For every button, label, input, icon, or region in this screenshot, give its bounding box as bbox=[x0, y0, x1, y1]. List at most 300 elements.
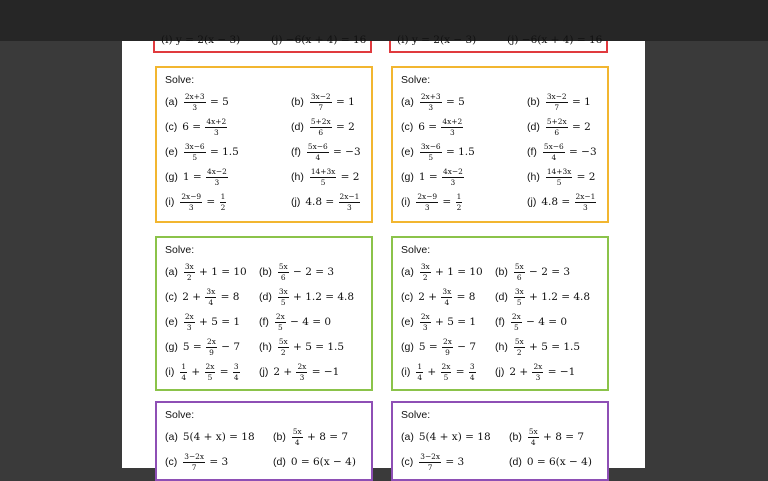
exercise-item bbox=[165, 90, 229, 114]
item-label: (g) bbox=[401, 341, 414, 353]
exercise-item bbox=[259, 285, 354, 309]
equation-text: = 1.5 bbox=[206, 146, 239, 158]
exercise-item bbox=[165, 450, 228, 474]
equation-text: 0 = 6(x − 4) bbox=[526, 456, 592, 468]
item-label: (g) bbox=[165, 171, 178, 183]
numerator: 3x bbox=[420, 262, 430, 272]
exercise-item bbox=[527, 190, 597, 214]
denominator: 9 bbox=[209, 347, 214, 357]
denominator: 3 bbox=[188, 202, 194, 212]
fraction bbox=[441, 288, 452, 306]
exercise-item bbox=[165, 190, 227, 214]
denominator: 3 bbox=[186, 322, 192, 332]
item-label: (e) bbox=[401, 316, 414, 328]
numerator: 2x bbox=[533, 362, 543, 372]
exercise-item bbox=[165, 425, 255, 449]
exercise-item bbox=[165, 165, 229, 189]
denominator: 2 bbox=[186, 272, 192, 282]
fraction bbox=[514, 263, 525, 281]
item-label: (a) bbox=[401, 96, 414, 108]
denominator: 2 bbox=[280, 347, 286, 357]
exercise-item bbox=[401, 310, 476, 334]
numerator: 4x−2 bbox=[207, 167, 227, 177]
fraction bbox=[205, 118, 227, 136]
numerator: 5x bbox=[514, 337, 524, 347]
denominator: 3 bbox=[535, 372, 541, 382]
equation-text: 5 = bbox=[418, 341, 441, 353]
exercise-item bbox=[165, 335, 240, 359]
denominator: 2 bbox=[422, 272, 428, 282]
exercise-item bbox=[165, 140, 239, 164]
numerator: 3−2x bbox=[184, 452, 205, 462]
equation-text: = 5 bbox=[206, 96, 229, 108]
item-label: (c) bbox=[401, 291, 414, 303]
fraction bbox=[514, 288, 525, 306]
item-label: (h) bbox=[527, 171, 540, 183]
denominator: 3 bbox=[213, 127, 219, 137]
denominator: 4 bbox=[181, 372, 187, 382]
denominator: 5 bbox=[443, 372, 449, 382]
numerator: 2x−9 bbox=[417, 192, 438, 202]
numerator: 5x−6 bbox=[543, 142, 564, 152]
denominator: 3 bbox=[449, 127, 455, 137]
exercise-item bbox=[291, 115, 355, 139]
equation-text: 1 = bbox=[182, 171, 205, 183]
equation-text: + 1.2 = 4.8 bbox=[525, 291, 591, 303]
equation-text: 6 = bbox=[182, 121, 205, 133]
exercise-item bbox=[165, 310, 240, 334]
item-label: (c) bbox=[165, 121, 178, 133]
numerator: 3x−2 bbox=[310, 92, 331, 102]
card-title: Solve: bbox=[401, 74, 431, 86]
denominator: 3 bbox=[214, 177, 220, 187]
equation-text: = −3 bbox=[565, 146, 597, 158]
fraction bbox=[184, 93, 206, 111]
fraction bbox=[575, 193, 597, 211]
numerator: 5x bbox=[514, 262, 524, 272]
fraction bbox=[546, 118, 568, 136]
exercise-item bbox=[165, 285, 239, 309]
exercise-item bbox=[165, 260, 247, 284]
item-label: (j) bbox=[495, 366, 505, 378]
item-label: (b) bbox=[273, 431, 286, 443]
red-card-left-remnant bbox=[153, 34, 372, 53]
equation-text: + bbox=[424, 366, 440, 378]
fraction bbox=[420, 93, 442, 111]
numerator: 3−2x bbox=[420, 452, 441, 462]
denominator: 5 bbox=[320, 177, 326, 187]
fraction bbox=[420, 263, 431, 281]
fraction bbox=[532, 363, 543, 381]
numerator: 3x−6 bbox=[420, 142, 441, 152]
fraction bbox=[275, 313, 286, 331]
exercise-item bbox=[259, 260, 334, 284]
equation-text: − 2 = 3 bbox=[525, 266, 571, 278]
denominator: 5 bbox=[428, 152, 434, 162]
equation-text: = −3 bbox=[329, 146, 361, 158]
item-label: (f) bbox=[259, 316, 269, 328]
fraction bbox=[310, 93, 332, 111]
fraction bbox=[310, 118, 332, 136]
equation-text: = bbox=[216, 366, 232, 378]
equation-text: 5 = bbox=[182, 341, 205, 353]
exercise-item bbox=[401, 335, 476, 359]
denominator: 4 bbox=[208, 297, 214, 307]
equation-text: = 1 bbox=[332, 96, 355, 108]
numerator: 2x bbox=[441, 362, 451, 372]
item-label: (b) bbox=[291, 96, 304, 108]
denominator: 9 bbox=[445, 347, 450, 357]
item-label: (d) bbox=[291, 121, 304, 133]
exercise-item bbox=[259, 310, 331, 334]
numerator: 2x+3 bbox=[420, 92, 441, 102]
exercise-item bbox=[401, 425, 491, 449]
fraction bbox=[180, 363, 187, 381]
denominator: 5 bbox=[192, 152, 198, 162]
exercise-item bbox=[259, 335, 344, 359]
exercise-item bbox=[495, 335, 580, 359]
fraction bbox=[511, 313, 522, 331]
exercise-item bbox=[495, 360, 575, 384]
item-label: (c) bbox=[165, 456, 178, 468]
numerator: 3x bbox=[514, 287, 524, 297]
numerator: 2x−1 bbox=[339, 192, 360, 202]
red-right-item-j: (j) −6(x + 4) = 16 bbox=[507, 34, 603, 46]
equation-text: 5(4 + x) = 18 bbox=[418, 431, 491, 443]
numerator: 1 bbox=[220, 192, 226, 202]
denominator: 5 bbox=[280, 297, 286, 307]
denominator: 6 bbox=[280, 272, 286, 282]
equation-text: + 5 = 1 bbox=[431, 316, 477, 328]
fraction bbox=[220, 193, 227, 211]
item-label: (j) bbox=[259, 366, 269, 378]
item-label: (h) bbox=[259, 341, 272, 353]
fraction bbox=[456, 193, 463, 211]
denominator: 7 bbox=[554, 102, 560, 112]
numerator: 3x bbox=[206, 287, 216, 297]
equation-text: − 7 bbox=[453, 341, 477, 353]
numerator: 2x bbox=[511, 312, 521, 322]
exercise-item bbox=[401, 285, 475, 309]
fraction bbox=[441, 118, 463, 136]
equation-text: + 5 = 1.5 bbox=[525, 341, 581, 353]
equation-text: = bbox=[452, 366, 468, 378]
denominator: 4 bbox=[233, 372, 239, 382]
exercise-item bbox=[527, 140, 597, 164]
exercise-item bbox=[509, 450, 592, 474]
item-label: (j) bbox=[291, 196, 301, 208]
item-label: (c) bbox=[401, 121, 414, 133]
item-label: (a) bbox=[165, 96, 178, 108]
fraction bbox=[528, 428, 539, 446]
equation-text: = 1.5 bbox=[442, 146, 475, 158]
item-label: (i) bbox=[401, 366, 411, 378]
item-label: (f) bbox=[527, 146, 537, 158]
red-card-right-remnant bbox=[389, 34, 608, 53]
worksheet-page bbox=[122, 34, 645, 472]
purple-exercise-card bbox=[391, 401, 609, 481]
denominator: 4 bbox=[294, 437, 300, 447]
numerator: 2x+3 bbox=[184, 92, 205, 102]
card-title: Solve: bbox=[401, 244, 431, 256]
fraction bbox=[420, 143, 442, 161]
item-label: (e) bbox=[401, 146, 414, 158]
fraction bbox=[206, 338, 217, 356]
denominator: 4 bbox=[469, 372, 475, 382]
numerator: 5x bbox=[528, 427, 538, 437]
equation-text: + 8 = 7 bbox=[539, 431, 585, 443]
numerator: 3x bbox=[442, 287, 452, 297]
numerator: 3 bbox=[469, 362, 475, 372]
numerator: 4x+2 bbox=[442, 117, 463, 127]
green-exercise-card bbox=[155, 236, 373, 391]
equation-text: 5(4 + x) = 18 bbox=[182, 431, 255, 443]
item-label: (f) bbox=[495, 316, 505, 328]
fraction bbox=[441, 363, 452, 381]
item-label: (e) bbox=[165, 316, 178, 328]
fraction bbox=[419, 453, 441, 471]
numerator: 5+2x bbox=[310, 117, 331, 127]
fraction bbox=[442, 338, 453, 356]
numerator: 2x bbox=[420, 312, 430, 322]
denominator: 4 bbox=[417, 372, 423, 382]
exercise-item bbox=[401, 260, 483, 284]
item-label: (a) bbox=[165, 431, 178, 443]
exercise-item bbox=[401, 165, 465, 189]
item-label: (i) bbox=[165, 196, 175, 208]
item-label: (c) bbox=[401, 456, 414, 468]
denominator: 6 bbox=[318, 127, 324, 137]
numerator: 14+3x bbox=[310, 167, 336, 177]
fraction bbox=[183, 453, 205, 471]
fraction bbox=[278, 288, 289, 306]
fraction bbox=[233, 363, 240, 381]
denominator: 4 bbox=[444, 297, 450, 307]
equation-text: 2 + bbox=[273, 366, 296, 378]
numerator: 2x bbox=[297, 362, 307, 372]
equation-text: − 7 bbox=[217, 341, 241, 353]
numerator: 5x bbox=[292, 427, 302, 437]
denominator: 6 bbox=[554, 127, 560, 137]
fraction bbox=[205, 363, 216, 381]
denominator: 4 bbox=[530, 437, 536, 447]
numerator: 3x bbox=[184, 262, 194, 272]
card-title: Solve: bbox=[165, 409, 195, 421]
denominator: 6 bbox=[516, 272, 522, 282]
exercise-item bbox=[495, 310, 567, 334]
numerator: 3x−6 bbox=[184, 142, 205, 152]
fraction bbox=[296, 363, 307, 381]
denominator: 2 bbox=[516, 347, 522, 357]
denominator: 3 bbox=[424, 202, 430, 212]
numerator: 1 bbox=[181, 362, 187, 372]
fraction bbox=[307, 143, 329, 161]
numerator: 2x bbox=[275, 312, 285, 322]
fraction bbox=[184, 143, 206, 161]
equation-text: = 8 bbox=[217, 291, 240, 303]
item-label: (d) bbox=[527, 121, 540, 133]
exercise-item bbox=[527, 90, 591, 114]
denominator: 3 bbox=[583, 202, 588, 212]
exercise-item bbox=[273, 450, 356, 474]
equation-text: 0 = 6(x − 4) bbox=[290, 456, 356, 468]
item-label: (b) bbox=[259, 266, 272, 278]
fraction bbox=[543, 143, 565, 161]
exercise-item bbox=[165, 360, 241, 384]
item-label: (c) bbox=[165, 291, 178, 303]
denominator: 7 bbox=[427, 462, 433, 472]
card-title: Solve: bbox=[165, 74, 195, 86]
item-label: (b) bbox=[509, 431, 522, 443]
denominator: 3 bbox=[450, 177, 456, 187]
equation-text: − 4 = 0 bbox=[286, 316, 332, 328]
fraction bbox=[206, 168, 228, 186]
exercise-item bbox=[495, 285, 590, 309]
exercise-item bbox=[291, 190, 361, 214]
item-label: (h) bbox=[495, 341, 508, 353]
exercise-item bbox=[527, 115, 591, 139]
fraction bbox=[442, 168, 464, 186]
card-title: Solve: bbox=[165, 244, 195, 256]
equation-text: 2 + bbox=[182, 291, 205, 303]
numerator: 2x bbox=[443, 337, 452, 347]
item-label: (a) bbox=[165, 266, 178, 278]
numerator: 2x−1 bbox=[575, 192, 596, 202]
fraction bbox=[205, 288, 216, 306]
item-label: (a) bbox=[401, 266, 414, 278]
equation-text: + bbox=[188, 366, 204, 378]
exercise-item bbox=[401, 450, 464, 474]
denominator: 5 bbox=[207, 372, 213, 382]
exercise-item bbox=[291, 165, 359, 189]
exercise-item bbox=[401, 140, 475, 164]
item-label: (h) bbox=[291, 171, 304, 183]
numerator: 3x−2 bbox=[546, 92, 567, 102]
equation-text: 1 = bbox=[418, 171, 441, 183]
item-label: (j) bbox=[527, 196, 537, 208]
denominator: 2 bbox=[220, 202, 226, 212]
numerator: 5x bbox=[278, 337, 288, 347]
exercise-item bbox=[273, 425, 348, 449]
red-left-item-j: (j) −6(x + 4) = 16 bbox=[271, 34, 367, 46]
exercise-item bbox=[259, 360, 339, 384]
exercise-item bbox=[401, 90, 465, 114]
denominator: 4 bbox=[315, 152, 321, 162]
equation-text: 2 + bbox=[509, 366, 532, 378]
fraction bbox=[420, 313, 431, 331]
exercise-item bbox=[291, 90, 355, 114]
exercise-item bbox=[495, 260, 570, 284]
fraction bbox=[514, 338, 525, 356]
numerator: 3 bbox=[233, 362, 239, 372]
exercise-item bbox=[509, 425, 584, 449]
item-label: (i) bbox=[165, 366, 175, 378]
purple-exercise-card bbox=[155, 401, 373, 481]
denominator: 5 bbox=[516, 297, 522, 307]
equation-text: + 5 = 1 bbox=[195, 316, 241, 328]
denominator: 3 bbox=[428, 102, 434, 112]
equation-text: = −1 bbox=[544, 366, 576, 378]
denominator: 7 bbox=[191, 462, 197, 472]
exercise-item bbox=[401, 190, 463, 214]
fraction bbox=[416, 193, 438, 211]
equation-text: − 4 = 0 bbox=[522, 316, 568, 328]
fraction bbox=[278, 263, 289, 281]
equation-text: = 5 bbox=[442, 96, 465, 108]
item-label: (b) bbox=[527, 96, 540, 108]
fraction bbox=[184, 263, 195, 281]
denominator: 3 bbox=[347, 202, 352, 212]
fraction bbox=[180, 193, 202, 211]
yellow-exercise-card bbox=[391, 66, 609, 223]
green-exercise-card bbox=[391, 236, 609, 391]
card-title: Solve: bbox=[401, 409, 431, 421]
numerator: 5x bbox=[278, 262, 288, 272]
equation-text: 4.8 = bbox=[305, 196, 338, 208]
fraction bbox=[546, 168, 572, 186]
equation-text: = 1 bbox=[568, 96, 591, 108]
item-label: (d) bbox=[259, 291, 272, 303]
fraction bbox=[416, 363, 423, 381]
exercise-item bbox=[291, 140, 361, 164]
equation-text: + 1.2 = 4.8 bbox=[289, 291, 355, 303]
equation-text: + 1 = 10 bbox=[431, 266, 483, 278]
fraction bbox=[339, 193, 361, 211]
denominator: 5 bbox=[278, 322, 283, 332]
item-label: (d) bbox=[495, 291, 508, 303]
equation-text: + 5 = 1.5 bbox=[289, 341, 345, 353]
equation-text: = 8 bbox=[453, 291, 476, 303]
item-label: (d) bbox=[273, 456, 286, 468]
equation-text: = −1 bbox=[308, 366, 340, 378]
numerator: 3x bbox=[278, 287, 288, 297]
numerator: 2x bbox=[184, 312, 194, 322]
exercise-item bbox=[165, 115, 228, 139]
equation-text: = 3 bbox=[442, 456, 465, 468]
denominator: 7 bbox=[318, 102, 324, 112]
equation-text: = 2 bbox=[337, 171, 360, 183]
equation-text: = 2 bbox=[573, 171, 596, 183]
fraction bbox=[292, 428, 303, 446]
exercise-item bbox=[401, 360, 477, 384]
equation-text: − 2 = 3 bbox=[289, 266, 335, 278]
exercise-item bbox=[527, 165, 595, 189]
item-label: (d) bbox=[509, 456, 522, 468]
item-label: (a) bbox=[401, 431, 414, 443]
numerator: 1 bbox=[417, 362, 423, 372]
denominator: 5 bbox=[556, 177, 562, 187]
equation-text: 6 = bbox=[418, 121, 441, 133]
equation-text: 4.8 = bbox=[541, 196, 574, 208]
equation-text: + 8 = 7 bbox=[303, 431, 349, 443]
equation-text: = 2 bbox=[332, 121, 355, 133]
numerator: 5+2x bbox=[546, 117, 567, 127]
exercise-item bbox=[401, 115, 464, 139]
item-label: (b) bbox=[495, 266, 508, 278]
equation-text: = 3 bbox=[206, 456, 229, 468]
denominator: 5 bbox=[514, 322, 519, 332]
denominator: 3 bbox=[192, 102, 198, 112]
item-label: (g) bbox=[165, 341, 178, 353]
numerator: 1 bbox=[456, 192, 462, 202]
item-label: (g) bbox=[401, 171, 414, 183]
numerator: 5x−6 bbox=[307, 142, 328, 152]
top-dark-bar bbox=[0, 0, 768, 41]
fraction bbox=[310, 168, 336, 186]
equation-text: + 1 = 10 bbox=[195, 266, 247, 278]
equation-text: = 2 bbox=[568, 121, 591, 133]
red-right-item-i: (i) y = 2(x − 3) bbox=[397, 34, 477, 46]
